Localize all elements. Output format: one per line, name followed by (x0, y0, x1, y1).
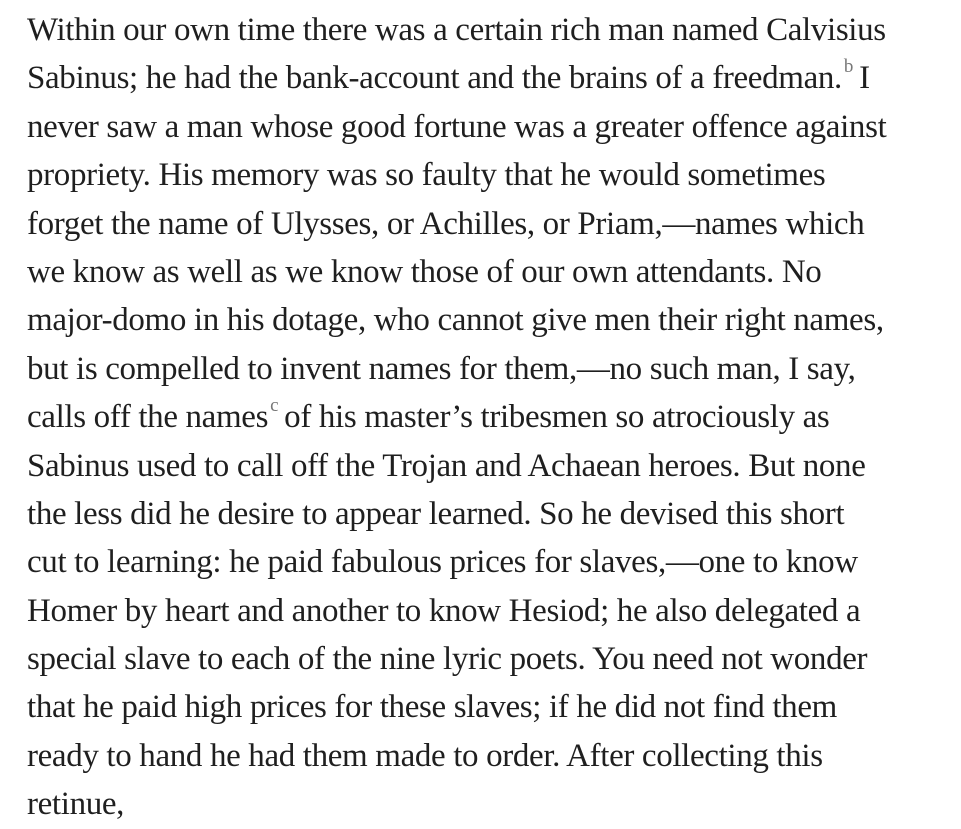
text-line (27, 54, 952, 102)
text-line: that he paid high prices for these slaves; if he did not find them (27, 689, 837, 726)
footnote-marker-c[interactable]: c (270, 395, 279, 417)
text-segment: I (859, 60, 870, 97)
text-segment: calls off the names (27, 399, 269, 436)
text-line: cut to learning: he paid fabulous prices for slaves,—one to know (27, 544, 858, 581)
footnote-marker-b[interactable]: b (843, 56, 854, 78)
text-line: never saw a man whose good fortune was a greater offence against (27, 108, 887, 145)
text-segment: Sabinus; he had the bank-account and the brains of a freedman. (27, 60, 842, 97)
text-line: major-domo in his dotage, who cannot give men their right names, (27, 302, 884, 339)
text-line (27, 393, 952, 441)
text-passage (27, 6, 952, 829)
text-line: but is compelled to invent names for them,—no such man, I say, (27, 350, 856, 387)
text-line: forget the name of Ulysses, or Achilles, or Priam,—names which (27, 205, 865, 242)
text-line: Sabinus used to call off the Trojan and Achaean heroes. But none (27, 447, 866, 484)
text-line: Homer by heart and another to know Hesiod; he also delegated a (27, 592, 861, 629)
text-segment: of his master’s tribesmen so atrociously as (284, 399, 830, 436)
text-line: propriety. His memory was so faulty that he would sometimes (27, 157, 826, 194)
text-line: Within our own time there was a certain rich man named Calvisius (27, 12, 886, 48)
text-line: we know as well as we know those of our own attendants. No (27, 253, 822, 290)
text-line: the less did he desire to appear learned. So he devised this short (27, 495, 845, 532)
text-line: retinue, (27, 786, 125, 823)
text-line: special slave to each of the nine lyric poets. You need not wonder (27, 641, 868, 678)
text-line: ready to hand he had them made to order. After collecting this (27, 737, 823, 774)
